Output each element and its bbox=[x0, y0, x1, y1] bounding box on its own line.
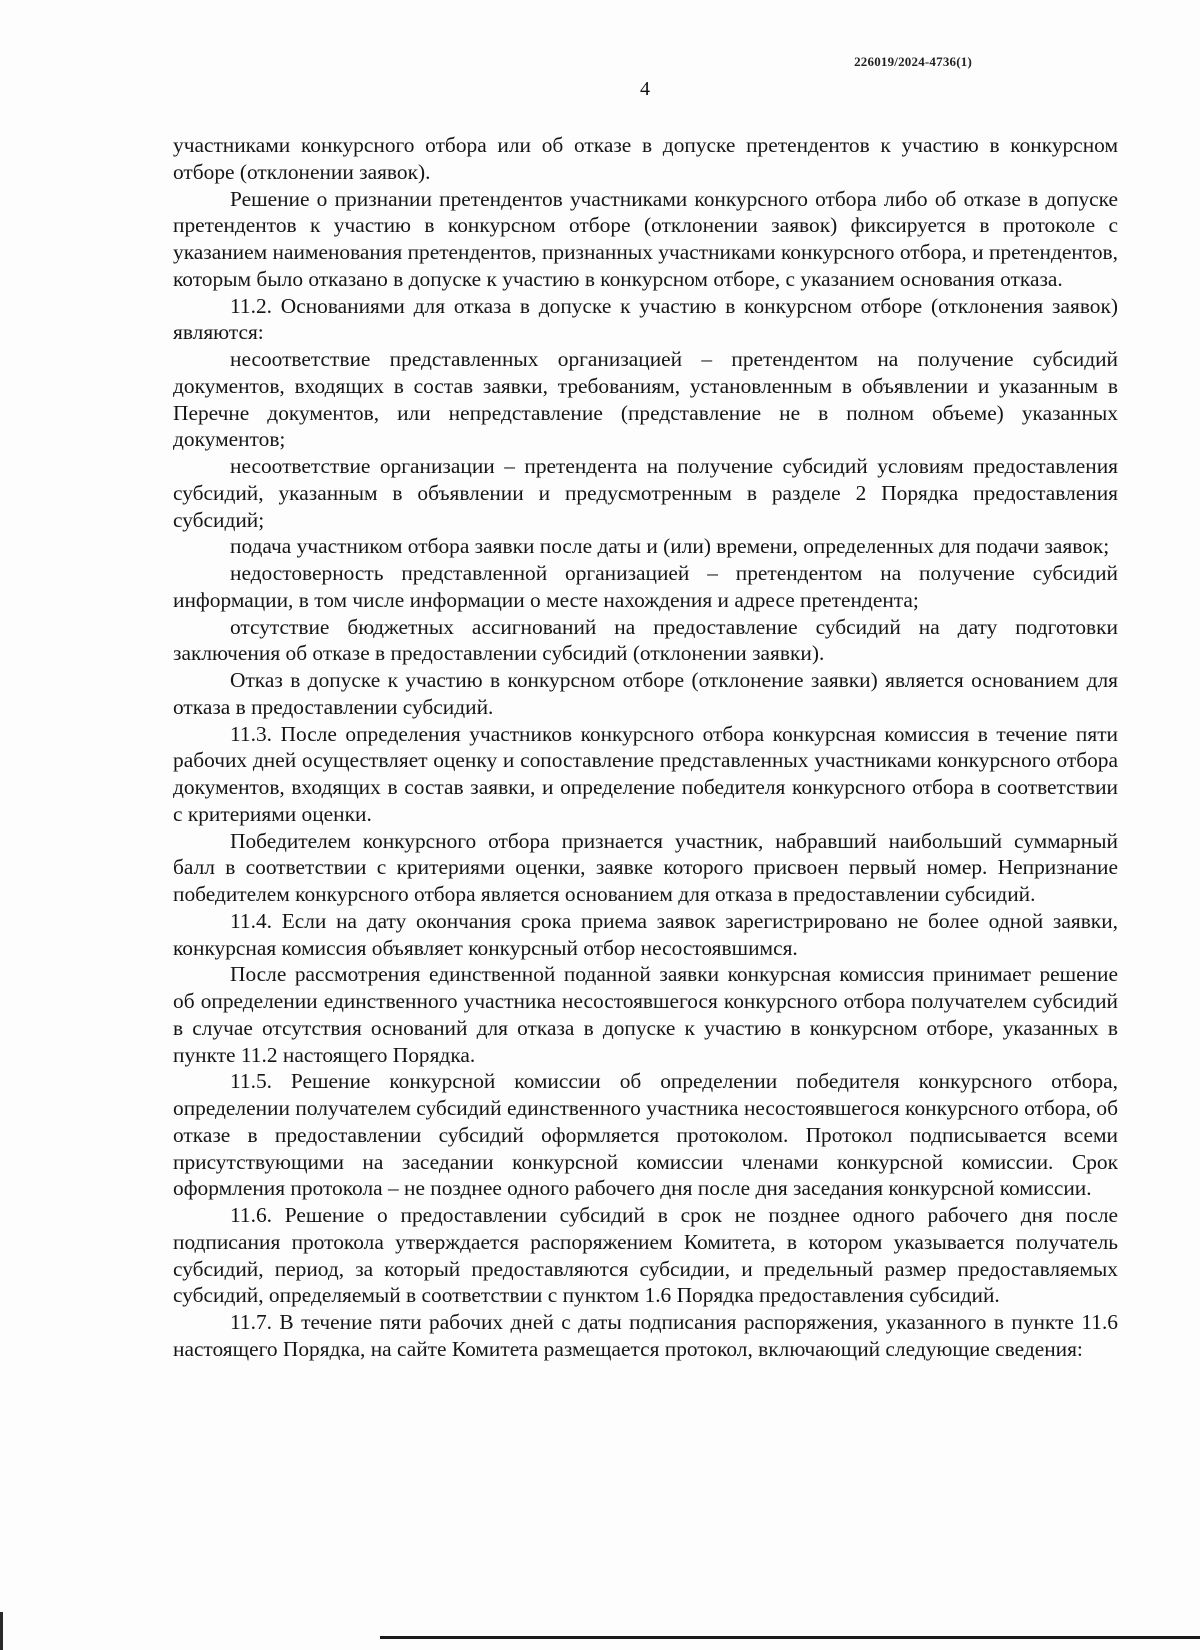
page-number: 4 bbox=[640, 78, 650, 100]
paragraph: несоответствие представленных организацией – претендентом на получение субсидий документов, входящих в состав заявки, требованиям, установленным в объявлении и указанным в Перечне документов, или непредставление (представление не в полном объеме) указанных документов; bbox=[173, 347, 1118, 452]
paragraph: Решение о признании претендентов участниками конкурсного отбора либо об отказе в допуске претендентов к участию в конкурсном отборе (отклонении заявок) фиксируется в протоколе с указанием наименования претендентов, признанных участниками конкурсного отбора, и претендентов, которым было отказано в допуске к участию в конкурсном отборе, с указанием основания отказа. bbox=[173, 186, 1118, 291]
paragraph: После рассмотрения единственной поданной заявки конкурсная комиссия принимает решение об определении единственного участника несостоявшегося конкурсного отбора получателем субсидий в случае отсутствия оснований для отказа в допуске к участию в конкурсном отборе, указанных в пункте 11.2 настоящего Порядка. bbox=[173, 962, 1118, 1067]
paragraph-11-4: 11.4. Если на дату окончания срока приема заявок зарегистрировано не более одной заявки, конкурсная комиссия объявляет конкурсный отбор несостоявшимся. bbox=[173, 908, 1118, 960]
paragraph-11-7: 11.7. В течение пяти рабочих дней с даты подписания распоряжения, указанного в пункте 11.6 настоящего Порядка, на сайте Комитета размещается протокол, включающий следующие сведения: bbox=[173, 1310, 1118, 1361]
scan-bottom-edge-line bbox=[380, 1636, 1200, 1639]
paragraph: подача участником отбора заявки после даты и (или) времени, определенных для подачи заявок; bbox=[230, 534, 1110, 559]
paragraph: участниками конкурсного отбора или об отказе в допуске претендентов к участию в конкурсном отборе (отклонении заявок). bbox=[173, 133, 1118, 184]
paragraph: Отказ в допуске к участию в конкурсном отборе (отклонение заявки) является основанием для отказа в предоставлении субсидий. bbox=[173, 668, 1118, 719]
paragraph: Победителем конкурсного отбора признается участник, набравший наибольший суммарный балл в соответствии с критериями оценки, заявке которого присвоен первый номер. Непризнание победителем конкурсного отбора является основанием для отказа в предоставлении субсидий. bbox=[173, 828, 1118, 906]
document-body bbox=[173, 132, 1118, 1363]
document-registration-number: 226019/2024-4736(1) bbox=[854, 54, 972, 69]
scan-left-edge-mark bbox=[0, 1612, 3, 1650]
paragraph: недостоверность представленной организацией – претендентом на получение субсидий информации, в том числе информации о месте нахождения и адресе претендента; bbox=[173, 561, 1118, 612]
paragraph-11-6: 11.6. Решение о предоставлении субсидий в срок не позднее одного рабочего дня после подписания протокола утверждается распоряжением Комитета, в котором указывается получатель субсидий, период, за который предоставляются субсидии, и предельный размер предоставляемых субсидий, определяемый в соответствии с пунктом 1.6 Порядка предоставления субсидий. bbox=[173, 1203, 1118, 1308]
paragraph-11-3: 11.3. После определения участников конкурсного отбора конкурсная комиссия в течение пяти рабочих дней осуществляет оценку и сопоставление представленных участниками конкурсного отбора документов, входящих в состав заявки, и определение победителя конкурсного отбора в соответствии с критериями оценки. bbox=[173, 721, 1118, 826]
paragraph: несоответствие организации – претендента на получение субсидий условиям предоставления субсидий, указанным в объявлении и предусмотренным в разделе 2 Порядка предоставления субсидий; bbox=[173, 454, 1118, 532]
paragraph-11-5: 11.5. Решение конкурсной комиссии об определении победителя конкурсного отбора, определении получателем субсидий единственного участника несостоявшегося конкурсного отбора, об отказе в предоставлении субсидий оформляется протоколом. Протокол подписывается всеми присутствующими на заседании конкурсной комиссии членами конкурсной комиссии. Срок оформления протокола – не позднее одного рабочего дня после дня заседания конкурсной комиссии. bbox=[173, 1069, 1118, 1201]
paragraph-11-2: 11.2. Основаниями для отказа в допуске к участию в конкурсном отборе (отклонения заявок) являются: bbox=[173, 293, 1118, 345]
paragraph: отсутствие бюджетных ассигнований на предоставление субсидий на дату подготовки заключения об отказе в предоставлении субсидий (отклонении заявки). bbox=[173, 614, 1118, 666]
